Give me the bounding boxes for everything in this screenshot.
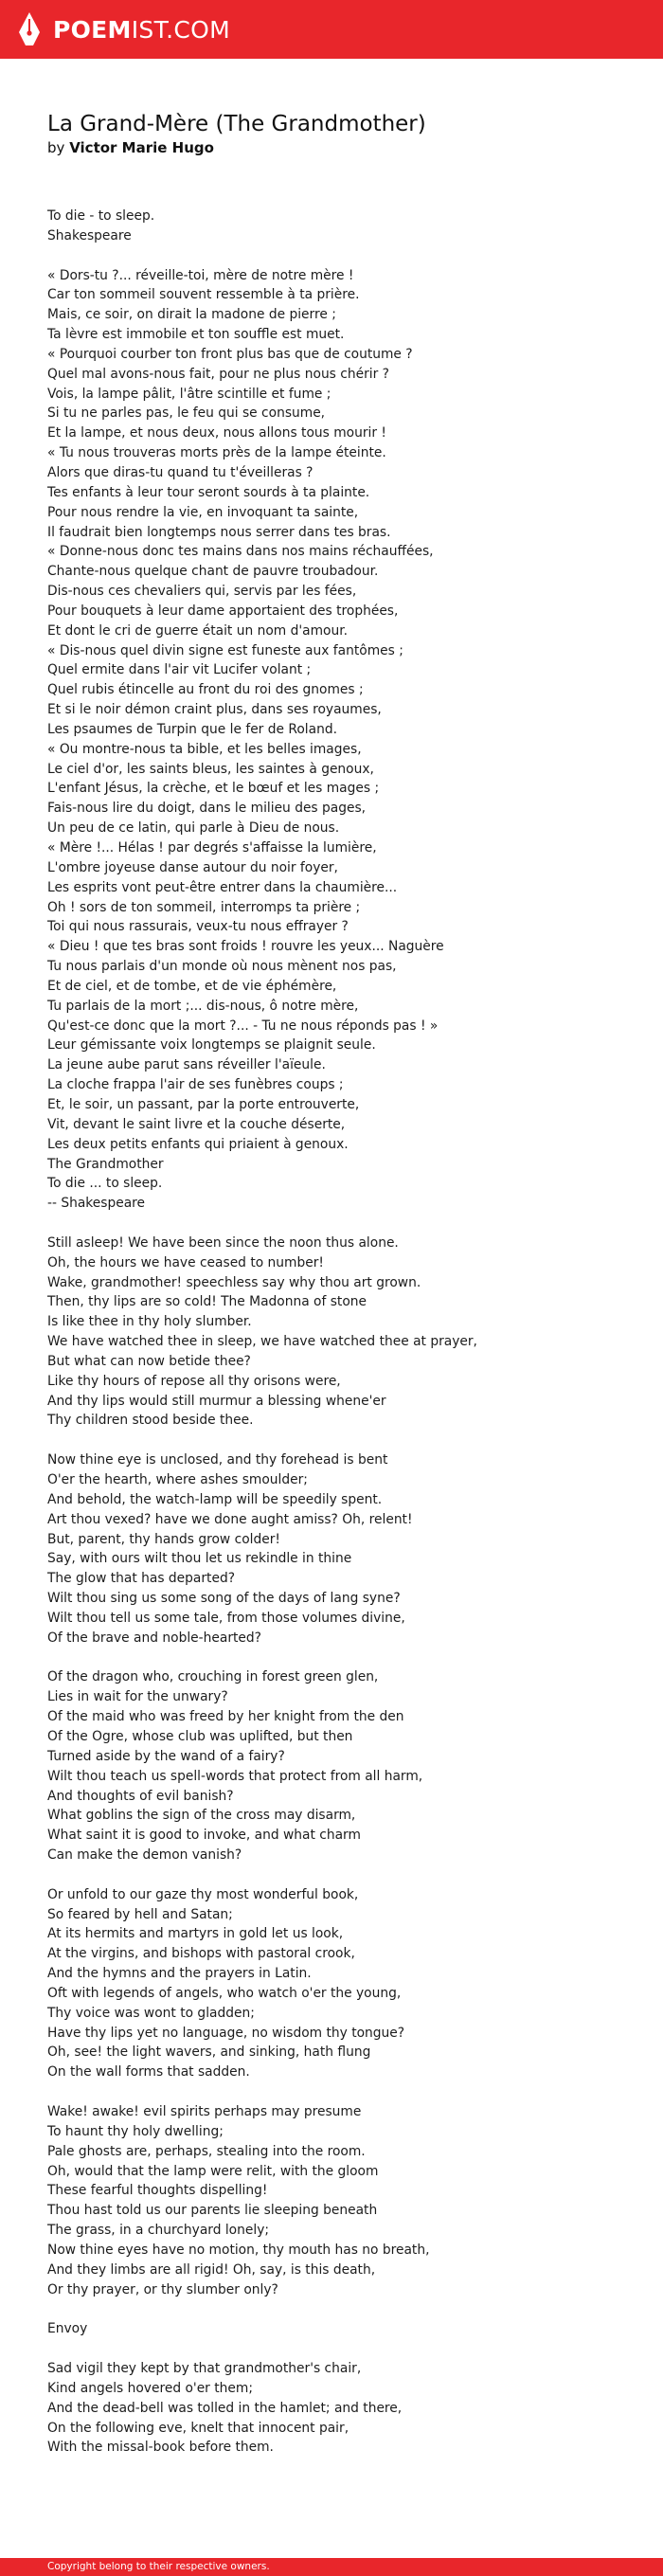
poem-line: « Mère !... Hélas ! par degrés s'affaisse la lumière,: [47, 840, 377, 856]
poem-line: Qu'est-ce donc que la mort ?... - Tu ne nous réponds pas ! »: [47, 1018, 439, 1034]
poem-line: Fais-nous lire du doigt, dans le milieu des pages,: [47, 801, 367, 817]
poem-line: But what can now betide thee?: [47, 1353, 251, 1369]
poem-line: Vois, la lampe pâlit, l'âtre scintille et fume ;: [47, 386, 332, 402]
poem-line: And behold, the watch-lamp will be speedily spent.: [47, 1491, 383, 1507]
poem-line: L'enfant Jésus, la crèche, et le bœuf et les mages ;: [47, 781, 380, 797]
poem-line: Vit, devant le saint livre et la couche déserte,: [47, 1116, 346, 1132]
poem-line: Oh, see! the light wavers, and sinking, hath flung: [47, 2045, 371, 2061]
poem-line: Still asleep! We have been since the noon thus alone.: [47, 1234, 399, 1251]
poem-line: Et la lampe, et nous deux, nous allons tous mourir !: [47, 425, 386, 441]
byline: [47, 139, 635, 156]
poem-line: We have watched thee in sleep, we have watched thee at prayer,: [47, 1334, 477, 1350]
poem-line: « Dors-tu ?... réveille-toi, mère de notre mère !: [47, 267, 354, 283]
poem-line: Of the brave and noble-hearted?: [47, 1630, 261, 1646]
poem-line: « Pourquoi courber ton front plus bas que de coutume ?: [47, 346, 413, 362]
poem-line: Or unfold to our gaze thy most wonderful book,: [47, 1886, 359, 1902]
poem-line: Pour nous rendre la vie, en invoquant ta sainte,: [47, 504, 359, 520]
site-footer: [0, 2558, 663, 2576]
poem-line: To die - to sleep.: [47, 208, 155, 224]
poem-line: Ta lèvre est immobile et ton souffle est muet.: [47, 327, 345, 343]
poem-line: With the missal-book before them.: [47, 2440, 274, 2456]
site-header: [0, 0, 663, 59]
poem-line: « Donne-nous donc tes mains dans nos mains réchauffées,: [47, 544, 434, 560]
pen-nib-icon: [17, 11, 42, 47]
stanza-break: [47, 1214, 635, 1234]
poem-line: But, parent, thy hands grow colder!: [47, 1531, 280, 1547]
poem-line: Is like thee in thy holy slumber.: [47, 1314, 252, 1330]
poem-line: These fearful thoughts dispelling!: [47, 2183, 268, 2199]
poem-line: Can make the demon vanish?: [47, 1847, 242, 1864]
author-link[interactable]: Victor Marie Hugo: [69, 139, 214, 156]
poem-line: Turned aside by the wand of a fairy?: [47, 1748, 285, 1764]
poem-line: At its hermits and martyrs in gold let us look,: [47, 1926, 344, 1942]
poem-line: Et, le soir, un passant, par la porte entrouverte,: [47, 1096, 360, 1112]
poem-line: Shakespeare: [47, 227, 132, 243]
poem-line: -- Shakespeare: [47, 1196, 146, 1212]
poem-line: And the hymns and the prayers in Latin.: [47, 1966, 312, 1982]
poem-line: So feared by hell and Satan;: [47, 1906, 233, 1922]
poem-line: Si tu ne parles pas, le feu qui se consume,: [47, 405, 326, 422]
poem-line: Or thy prayer, or thy slumber only?: [47, 2281, 278, 2297]
poem-line: Sad vigil they kept by that grandmother's chair,: [47, 2360, 362, 2376]
poem-line: Envoy: [47, 2321, 88, 2337]
poem-line: To haunt thy holy dwelling;: [47, 2123, 224, 2139]
poem-line: Now thine eyes have no motion, thy mouth has no breath,: [47, 2242, 430, 2258]
poem-line: « Dieu ! que tes bras sont froids ! rouvre les yeux... Naguère: [47, 939, 444, 955]
poem-line: Lies in wait for the unwary?: [47, 1689, 228, 1705]
poem-line: Et dont le cri de guerre était un nom d'amour.: [47, 622, 349, 639]
poem-line: Les deux petits enfants qui priaient à genoux.: [47, 1136, 349, 1152]
poem-line: Les psaumes de Turpin que le fer de Roland.: [47, 721, 337, 737]
brand-name: POEMIST.COM: [53, 15, 231, 44]
poem-line: Wake, grandmother! speechless say why thou art grown.: [47, 1274, 421, 1290]
poem-line: Then, thy lips are so cold! The Madonna of stone: [47, 1294, 367, 1310]
poem-line: Quel mal avons-nous fait, pour ne plus nous chérir ?: [47, 366, 389, 382]
poem-line: Car ton sommeil souvent ressemble à ta prière.: [47, 287, 360, 303]
poem-line: And they limbs are all rigid! Oh, say, is this death,: [47, 2261, 376, 2278]
poem-header: [47, 112, 635, 156]
poem-line: Of the Ogre, whose club was uplifted, but then: [47, 1728, 353, 1744]
poem-line: L'ombre joyeuse danse autour du noir foyer,: [47, 859, 338, 875]
poem-line: La jeune aube parut sans réveiller l'aïeule.: [47, 1057, 326, 1073]
poem-line: O'er the hearth, where ashes smoulder;: [47, 1472, 308, 1487]
poem-line: Of the maid who was freed by her knight from the den: [47, 1709, 404, 1725]
poem-line: « Ou montre-nous ta bible, et les belles images,: [47, 741, 362, 757]
poem-line: What goblins the sign of the cross may disarm,: [47, 1808, 356, 1824]
stanza-break: [47, 2082, 635, 2102]
by-label: by: [47, 139, 65, 156]
poem-line: Say, with ours wilt thou let us rekindle in thine: [47, 1551, 352, 1567]
stanza-break: [47, 246, 635, 266]
poem-line: Wilt thou tell us some tale, from those volumes divine,: [47, 1610, 405, 1626]
poem-line: Et de ciel, et de tombe, et de vie éphémère,: [47, 978, 337, 994]
poem-line: Chante-nous quelque chant de pauvre troubadour.: [47, 564, 379, 580]
poem-line: And thoughts of evil banish?: [47, 1788, 234, 1804]
stanza-break: [47, 1865, 635, 1885]
copyright-text: Copyright belong to their respective owners.: [47, 2561, 270, 2572]
poem-line: « Dis-nous quel divin signe est funeste aux fantômes ;: [47, 642, 403, 658]
poem-line: Oh, would that the lamp were relit, with the gloom: [47, 2163, 379, 2179]
poem-line: Wilt thou sing us some song of the days of lang syne?: [47, 1591, 401, 1607]
poem-line: And the dead-bell was tolled in the hamlet; and there,: [47, 2400, 403, 2416]
poem-line: Et si le noir démon craint plus, dans ses royaumes,: [47, 702, 382, 718]
poem-line: The glow that has departed?: [47, 1571, 236, 1587]
poem-line: Thy voice was wont to gladden;: [47, 2005, 255, 2021]
poem-line: Leur gémissante voix longtemps se plaignit seule.: [47, 1037, 376, 1054]
poem-line: Tu parlais de la mort ;... dis-nous, ô notre mère,: [47, 998, 359, 1014]
site-logo[interactable]: [17, 11, 230, 47]
poem-line: Oft with legends of angels, who watch o'er the young,: [47, 1985, 402, 2001]
stanza-break: [47, 1431, 635, 1450]
poem-line: Thou hast told us our parents lie sleeping beneath: [47, 2203, 378, 2219]
poem-line: Quel ermite dans l'air vit Lucifer volant ;: [47, 662, 312, 678]
poem-line: Le ciel d'or, les saints bleus, les saintes à genoux,: [47, 761, 374, 777]
poem-line: Like thy hours of repose all thy orisons were,: [47, 1373, 341, 1389]
poem-line: « Tu nous trouveras morts près de la lampe éteinte.: [47, 445, 386, 461]
poem-line: Un peu de ce latin, qui parle à Dieu de nous.: [47, 820, 340, 837]
poem-line: What saint it is good to invoke, and what charm: [47, 1828, 361, 1844]
poem-body: [47, 207, 635, 2458]
poem-line: Wake! awake! evil spirits perhaps may presume: [47, 2104, 362, 2119]
poem-line: The Grandmother: [47, 1156, 164, 1172]
poem-line: Toi qui nous rassurais, veux-tu nous effrayer ?: [47, 919, 349, 935]
poem-line: Of the dragon who, crouching in forest green glen,: [47, 1669, 379, 1685]
poem-line: Dis-nous ces chevaliers qui, servis par les fées,: [47, 584, 357, 600]
poem-line: Pour bouquets à leur dame apportaient des trophées,: [47, 603, 399, 619]
poem-line: La cloche frappa l'air de ses funèbres coups ;: [47, 1077, 344, 1093]
poem-line: At the virgins, and bishops with pastoral crook,: [47, 1946, 355, 1962]
poem-line: Il faudrait bien longtemps nous serrer dans tes bras.: [47, 524, 391, 540]
stanza-break: [47, 2339, 635, 2359]
poem-line: Mais, ce soir, on dirait la madone de pierre ;: [47, 307, 336, 323]
stanza-break: [47, 1648, 635, 1668]
poem-line: Wilt thou teach us spell-words that protect from all harm,: [47, 1768, 423, 1784]
poem-line: Les esprits vont peut-être entrer dans la chaumière...: [47, 879, 398, 895]
poem-line: On the wall forms that sadden.: [47, 2064, 250, 2081]
poem-line: Kind angels hovered o'er them;: [47, 2380, 253, 2396]
poem-title: La Grand-Mère (The Grandmother): [47, 112, 426, 136]
poem-line: To die ... to sleep.: [47, 1176, 163, 1192]
poem-line: Quel rubis étincelle au front du roi des gnomes ;: [47, 682, 364, 698]
poem-line: Thy children stood beside thee.: [47, 1413, 254, 1429]
poem-line: And thy lips would still murmur a blessing whene'er: [47, 1393, 386, 1409]
poem-line: Have thy lips yet no language, no wisdom thy tongue?: [47, 2025, 405, 2041]
poem-line: Art thou vexed? have we done aught amiss? Oh, relent!: [47, 1511, 413, 1527]
poem-line: Tu nous parlais d'un monde où nous mènent nos pas,: [47, 959, 397, 975]
poem-line: Alors que diras-tu quand tu t'éveilleras ?: [47, 464, 314, 480]
poem-line: The grass, in a churchyard lonely;: [47, 2223, 270, 2239]
stanza-break: [47, 2299, 635, 2319]
poem-line: On the following eve, knelt that innocent pair,: [47, 2420, 349, 2436]
poem-line: Now thine eye is unclosed, and thy forehead is bent: [47, 1452, 388, 1468]
poem-line: Tes enfants à leur tour seront sourds à ta plainte.: [47, 484, 370, 500]
poem-line: Oh ! sors de ton sommeil, interromps ta prière ;: [47, 899, 361, 915]
poem-line: Pale ghosts are, perhaps, stealing into the room.: [47, 2143, 366, 2159]
poem-line: Oh, the hours we have ceased to number!: [47, 1254, 324, 1270]
